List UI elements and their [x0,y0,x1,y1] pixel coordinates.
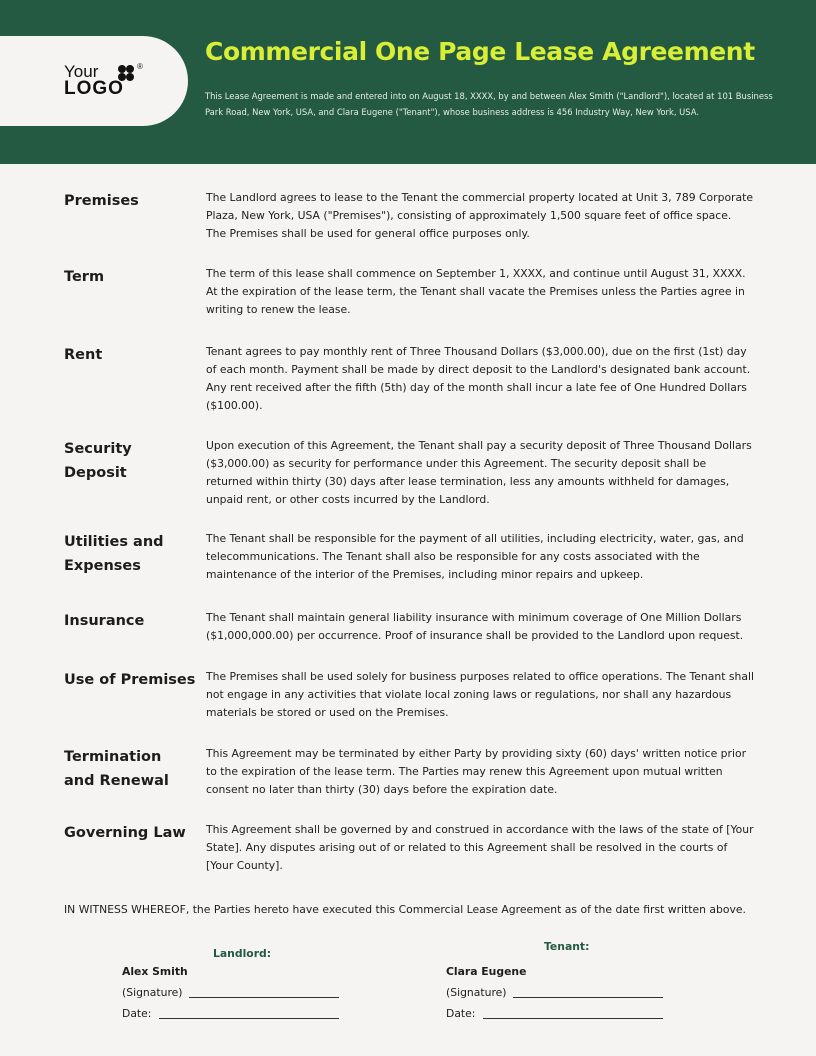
header-banner [0,0,816,164]
logo-text-logo: LOGO [64,78,124,99]
document-title: Commercial One Page Lease Agreement [205,37,755,66]
section-heading: Rent [64,347,103,363]
intro-paragraph: This Lease Agreement is made and entered into on August 18, XXXX, by and between Alex Smith ("Landlord"), located at 101 Business Park Road, New York, USA, and Clara Eugene ("Tenant"), whose business address is 456 Industry Way, New York, USA. [205,91,773,117]
section-heading: Utilities and Expenses [64,534,164,574]
landlord-date-line[interactable] [159,1018,339,1019]
landlord-heading: Landlord: [213,947,272,960]
registered-mark: ® [137,62,143,71]
section-heading: Termination and Renewal [64,749,169,789]
landlord-signature-line[interactable] [189,997,339,998]
tenant-name: Clara Eugene [446,965,527,978]
tenant-date-label: Date: [446,1007,476,1020]
tenant-signature-label: (Signature) [446,986,507,999]
section-heading: Insurance [64,613,145,629]
section-heading: Premises [64,193,139,209]
section-body: The term of this lease shall commence on September 1, XXXX, and continue until August 31, XXXX. At the expiration of the lease term, the Tenant shall vacate the Premises unless the Parties agree in writing to renew the lease. [206,267,746,316]
section-body: The Tenant shall maintain general liability insurance with minimum coverage of One Million Dollars ($1,000,000.00) per occurrence. Proof of insurance shall be provided to the Landlord upon request. [206,611,744,642]
tenant-heading: Tenant: [544,940,590,953]
tenant-date-line[interactable] [483,1018,663,1019]
witness-statement: IN WITNESS WHEREOF, the Parties hereto have executed this Commercial Lease Agreement as of the date first written above. [64,903,746,916]
landlord-name: Alex Smith [122,965,188,978]
section-heading: Security Deposit [64,441,132,481]
landlord-date-label: Date: [122,1007,152,1020]
section-heading: Term [64,269,105,285]
section-body: Tenant agrees to pay monthly rent of Three Thousand Dollars ($3,000.00), due on the first (1st) day of each month. Payment shall be made by direct deposit to the Landlord's designated bank account. Any rent received after the fifth (5th) day of the month shall incur a late fee of One Hundred Dollars ($100.00). [206,345,751,412]
section-body: This Agreement may be terminated by either Party by providing sixty (60) days' written notice prior to the expiration of the lease term. The Parties may renew this Agreement upon mutual written consent no later than thirty (30) days before the expiration date. [206,747,747,796]
section-body: Upon execution of this Agreement, the Tenant shall pay a security deposit of Three Thousand Dollars ($3,000.00) as security for performance under this Agreement. The security deposit shall be returned within thirty (30) days after lease termination, less any amounts withheld for damages, unpaid rent, or other costs incurred by the Landlord. [206,439,752,506]
tenant-signature-line[interactable] [513,997,663,998]
section-body: The Tenant shall be responsible for the payment of all utilities, including electricity, water, gas, and telecommunications. The Tenant shall also be responsible for any costs associated with the maintenance of the interior of the Premises, including minor repairs and upkeep. [206,532,744,581]
section-heading: Governing Law [64,825,186,841]
section-body: The Landlord agrees to lease to the Tenant the commercial property located at Unit 3, 789 Corporate Plaza, New York, USA ("Premises"), consisting of approximately 1,500 square feet of office space. The Premises shall be used for general office purposes only. [206,191,753,240]
company-logo [64,62,154,102]
logo-text-your: Your [64,62,99,81]
section-body: This Agreement shall be governed by and construed in accordance with the laws of the state of [Your State]. Any disputes arising out of or related to this Agreement shall be resolved in the courts of [Your County]. [206,823,754,872]
landlord-signature-label: (Signature) [122,986,183,999]
section-body: The Premises shall be used solely for business purposes related to office operations. The Tenant shall not engage in any activities that violate local zoning laws or regulations, nor shall any hazardous materials be stored or used on the Premises. [206,670,754,719]
section-heading: Use of Premises [64,672,196,688]
